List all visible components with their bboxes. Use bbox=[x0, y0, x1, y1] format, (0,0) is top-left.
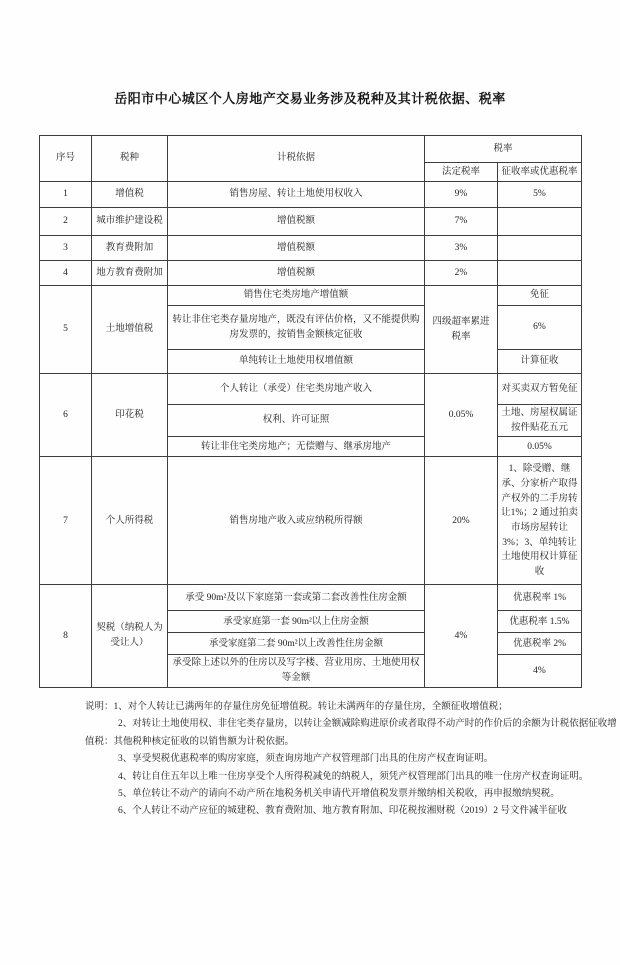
table-row bbox=[40, 182, 582, 208]
header-rate-group: 税率 bbox=[425, 136, 582, 163]
header-seq: 序号 bbox=[40, 136, 92, 182]
cell-r3-no: 3 bbox=[40, 236, 92, 261]
cell-r6-levy-2: 土地、房屋权属证按件贴花五元 bbox=[498, 405, 582, 437]
table-row bbox=[40, 286, 582, 306]
table-row bbox=[40, 374, 582, 405]
cell-r3-levy bbox=[498, 236, 582, 261]
cell-r4-levy bbox=[498, 261, 582, 286]
cell-r7-statutory: 20% bbox=[425, 457, 498, 585]
cell-r1-tax: 增值税 bbox=[92, 182, 168, 208]
cell-r3-tax: 教育费附加 bbox=[92, 236, 168, 261]
header-tax: 税种 bbox=[92, 136, 168, 182]
document-page bbox=[0, 88, 620, 821]
cell-r8-statutory: 4% bbox=[425, 585, 498, 687]
cell-r4-no: 4 bbox=[40, 261, 92, 286]
cell-r8-no: 8 bbox=[40, 585, 92, 687]
note-line-5: 5、单位转让不动产的请向不动产所在地税务机关申请代开增值税发票并缴纳相关税收，再申报缴纳契税。 bbox=[118, 788, 560, 799]
table-row bbox=[40, 457, 582, 585]
header-basis: 计税依据 bbox=[168, 136, 425, 182]
cell-r1-statutory: 9% bbox=[425, 182, 498, 208]
cell-r1-basis: 销售房屋、转让土地使用权收入 bbox=[168, 182, 425, 208]
cell-r8-tax: 契税（纳税人为受让人） bbox=[92, 585, 168, 687]
table-row bbox=[40, 208, 582, 236]
cell-r7-no: 7 bbox=[40, 457, 92, 585]
header-levy-rate: 征收率或优惠税率 bbox=[498, 163, 582, 182]
cell-r6-statutory: 0.05% bbox=[425, 374, 498, 457]
cell-r1-no: 1 bbox=[40, 182, 92, 208]
cell-r4-tax: 地方教育费附加 bbox=[92, 261, 168, 286]
cell-r6-basis-3: 转让非住宅类房地产；无偿赠与、继承房地产 bbox=[168, 437, 425, 457]
cell-r1-levy: 5% bbox=[498, 182, 582, 208]
cell-r3-basis: 增值税额 bbox=[168, 236, 425, 261]
cell-r5-basis-2: 转让非住宅类存量房地产，既没有评估价格，又不能提供购房发票的，按销售金额核定征收 bbox=[168, 306, 425, 350]
note-text-1: 1、对个人转让已满两年的存量住房免征增值税。转让未满两年的存量住房，全额征收增值税； bbox=[113, 701, 508, 712]
cell-r8-levy-3: 优惠税率 2% bbox=[498, 633, 582, 655]
cell-r5-no: 5 bbox=[40, 286, 92, 374]
cell-r5-tax: 土地增值税 bbox=[92, 286, 168, 374]
cell-r5-statutory: 四级超率累进税率 bbox=[425, 286, 498, 374]
tax-table bbox=[39, 135, 582, 688]
table-header-row-1 bbox=[40, 136, 582, 163]
cell-r8-basis-4: 承受除上述以外的住房以及写字楼、营业用房、土地使用权等金额 bbox=[168, 655, 425, 687]
cell-r8-levy-4: 4% bbox=[498, 655, 582, 687]
cell-r5-levy-3: 计算征收 bbox=[498, 350, 582, 374]
cell-r6-levy-3: 0.05% bbox=[498, 437, 582, 457]
cell-r8-levy-1: 优惠税率 1% bbox=[498, 585, 582, 611]
cell-r8-basis-1: 承受 90m²及以下家庭第一套或第二套改善性住房金额 bbox=[168, 585, 425, 611]
notes-section bbox=[85, 699, 620, 821]
note-line-3: 3、享受契税优惠税率的购房家庭，须查询房地产产权管理部门出具的住房产权查询证明。 bbox=[118, 754, 494, 765]
page-title: 岳阳市中心城区个人房地产交易业务涉及税种及其计税依据、税率 bbox=[114, 91, 506, 106]
cell-r8-basis-3: 承受家庭第二套 90m²以上改善性住房金额 bbox=[168, 633, 425, 655]
cell-r6-basis-2: 权利、许可证照 bbox=[168, 405, 425, 437]
cell-r8-levy-2: 优惠税率 1.5% bbox=[498, 611, 582, 633]
cell-r2-statutory: 7% bbox=[425, 208, 498, 236]
cell-r8-basis-2: 承受家庭第一套 90m²以上住房金额 bbox=[168, 611, 425, 633]
cell-r5-basis-1: 销售住宅类房地产增值额 bbox=[168, 286, 425, 306]
cell-r7-tax: 个人所得税 bbox=[92, 457, 168, 585]
cell-r2-tax: 城市维护建设税 bbox=[92, 208, 168, 236]
note-line-6: 6、个人转让不动产应征的城建税、教育费附加、地方教育附加、印花税按湘财税（2019）2 号文件减半征收 bbox=[118, 806, 567, 817]
cell-r2-basis: 增值税额 bbox=[168, 208, 425, 236]
cell-r3-statutory: 3% bbox=[425, 236, 498, 261]
table-row bbox=[40, 261, 582, 286]
cell-r5-basis-3: 单纯转让土地使用权增值额 bbox=[168, 350, 425, 374]
cell-r5-levy-1: 免征 bbox=[498, 286, 582, 306]
notes-label: 说明： bbox=[85, 701, 114, 712]
cell-r6-tax: 印花税 bbox=[92, 374, 168, 457]
cell-r6-basis-1: 个人转让（承受）住宅类房地产收入 bbox=[168, 374, 425, 405]
cell-r5-levy-2: 6% bbox=[498, 306, 582, 350]
cell-r2-no: 2 bbox=[40, 208, 92, 236]
note-line-4: 4、转让自住五年以上唯一住房享受个人所得税减免的纳税人，须凭产权管理部门出具的唯一住房产权查询证明。 bbox=[118, 771, 589, 782]
table-row bbox=[40, 236, 582, 261]
note-line-1 bbox=[85, 699, 620, 716]
cell-r6-levy-1: 对买卖双方暂免征 bbox=[498, 374, 582, 405]
cell-r7-basis: 销售房地产收入或应纳税所得额 bbox=[168, 457, 425, 585]
note-line-2: 2、对转让土地使用权、非住宅类存量房，以转让金额减除购进原价或者取得不动产时的作价后的余额为计税依据征收增 bbox=[118, 719, 617, 730]
table-row bbox=[40, 585, 582, 611]
cell-r7-levy: 1、除受赠、继承、分家析产取得产权外的二手房转让1%；2 通过拍卖市场房屋转让 3%；3、单纯转让土地使用权计算征收 bbox=[498, 457, 582, 585]
header-statutory-rate: 法定税率 bbox=[425, 163, 498, 182]
cell-r4-basis: 增值税额 bbox=[168, 261, 425, 286]
cell-r2-levy bbox=[498, 208, 582, 236]
cell-r4-statutory: 2% bbox=[425, 261, 498, 286]
note-line-2-continuation: 值税：其他税种核定征收的以销售额为计税依据。 bbox=[85, 736, 295, 747]
cell-r6-no: 6 bbox=[40, 374, 92, 457]
